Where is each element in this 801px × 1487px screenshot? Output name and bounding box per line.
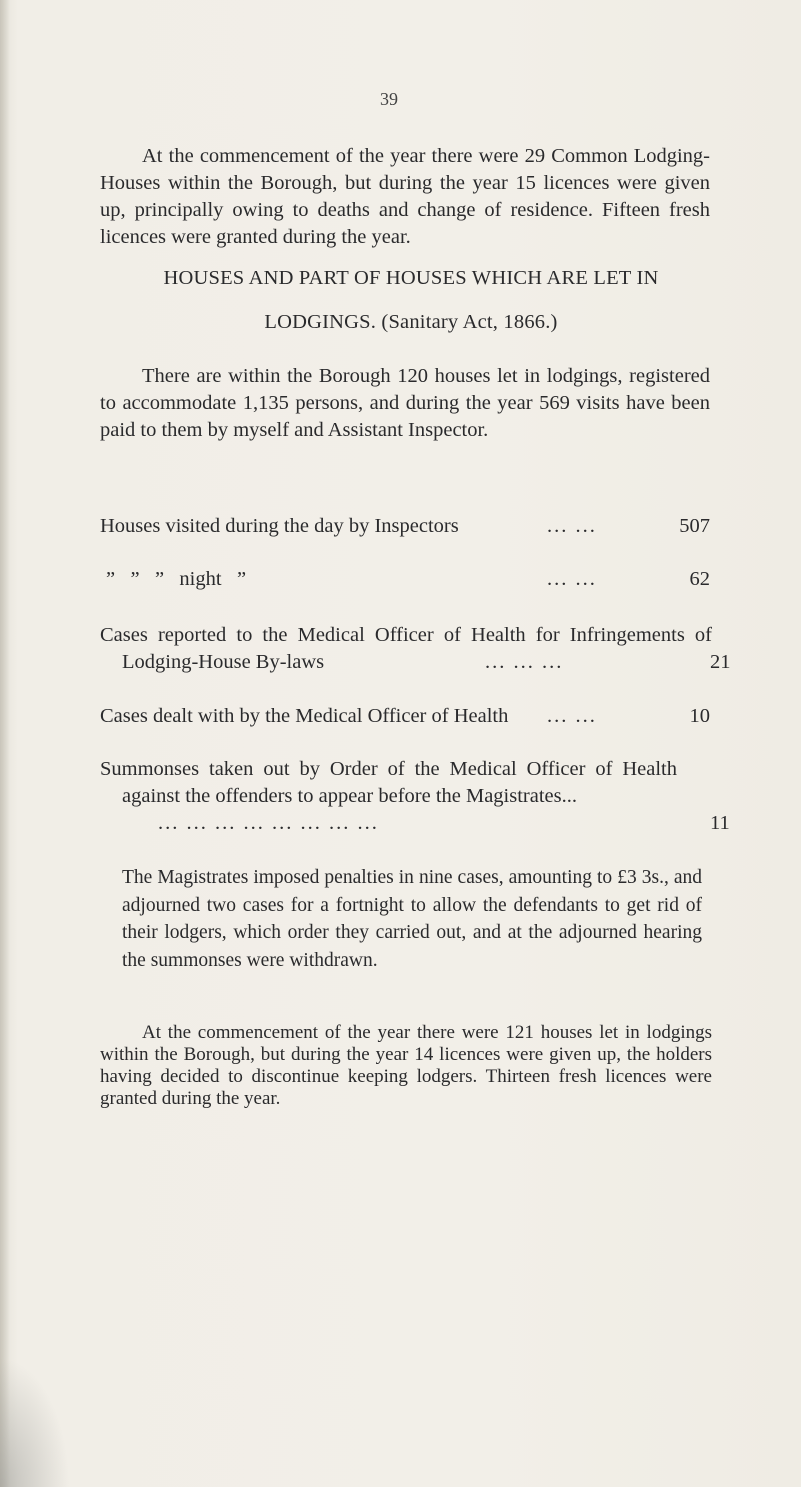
paragraph-houses-let-in-lodgings: There are within the Borough 120 houses let in lodgings, registered to accommodate 1,135 persons, and during the year 569 visits have been paid to them by myself and Assistant Inspector. <box>100 365 710 441</box>
paragraph-lodging-licences: At the commencement of the year there were 121 houses let in lodgings within the Borough, but during the year 14 licences were given up, the holders having decided to discontinue keeping lodgers. Thirteen fresh licences were granted during the year. <box>100 1022 712 1109</box>
dot-leader: ... ... <box>547 705 597 727</box>
stat-label: Houses visited during the day by Inspectors <box>100 515 459 537</box>
stat-row-day-visits <box>100 513 710 540</box>
stat-label: Cases dealt with by the Medical Officer of Health <box>100 705 509 727</box>
stat-row-summonses: Summonses taken out by Order of the Medical Officer of Health against the offenders to appear before the Magistrates... ... ... ... ... ... ... ... ... 11 <box>100 756 677 810</box>
stat-row-cases-reported: Cases reported to the Medical Officer of Health for Infringements of Lodging-House By-laws ... ... ... 21 <box>100 622 712 676</box>
page-number: 39 <box>380 89 398 109</box>
dot-leader: ... ... <box>547 515 597 537</box>
stat-row-night-visits <box>100 566 710 593</box>
stat-label: Cases reported to the Medical Officer of Health for Infringements of Lodging-House By-laws <box>100 624 712 673</box>
stat-label: ” ” ” night ” <box>106 568 247 590</box>
section-heading-line-1: HOUSES AND PART OF HOUSES WHICH ARE LET IN <box>163 267 659 289</box>
paragraph-common-lodging-houses: At the commencement of the year there were 29 Common Lodging-Houses within the Borough, but during the year 15 licences were given up, principally owing to deaths and change of residence. Fifteen fresh licences were granted during the year. <box>100 145 710 248</box>
stat-value: 10 <box>689 705 710 727</box>
page-corner-shadow <box>0 1357 70 1487</box>
stat-value: 507 <box>679 515 710 537</box>
dot-leader: ... ... <box>547 568 597 590</box>
dot-leader: ... ... ... ... ... ... ... ... <box>158 812 379 834</box>
stat-label: Summonses taken out by Order of the Medical Officer of Health against the offenders to appear before the Magistrates... <box>100 758 677 807</box>
paragraph-magistrates-penalties: The Magistrates imposed penalties in nine cases, amounting to £3 3s., and adjourned two cases for a fortnight to allow the defendants to get rid of their lodgers, which order they carried out, and at the adjourned hearing the summonses were withdrawn. <box>122 867 702 971</box>
stat-row-cases-dealt <box>100 703 710 730</box>
dot-leader: ... ... ... <box>485 651 564 673</box>
page-edge-shadow <box>0 0 10 1487</box>
section-heading-line-2: LODGINGS. (Sanitary Act, 1866.) <box>264 311 558 333</box>
stat-value: 62 <box>689 568 710 590</box>
